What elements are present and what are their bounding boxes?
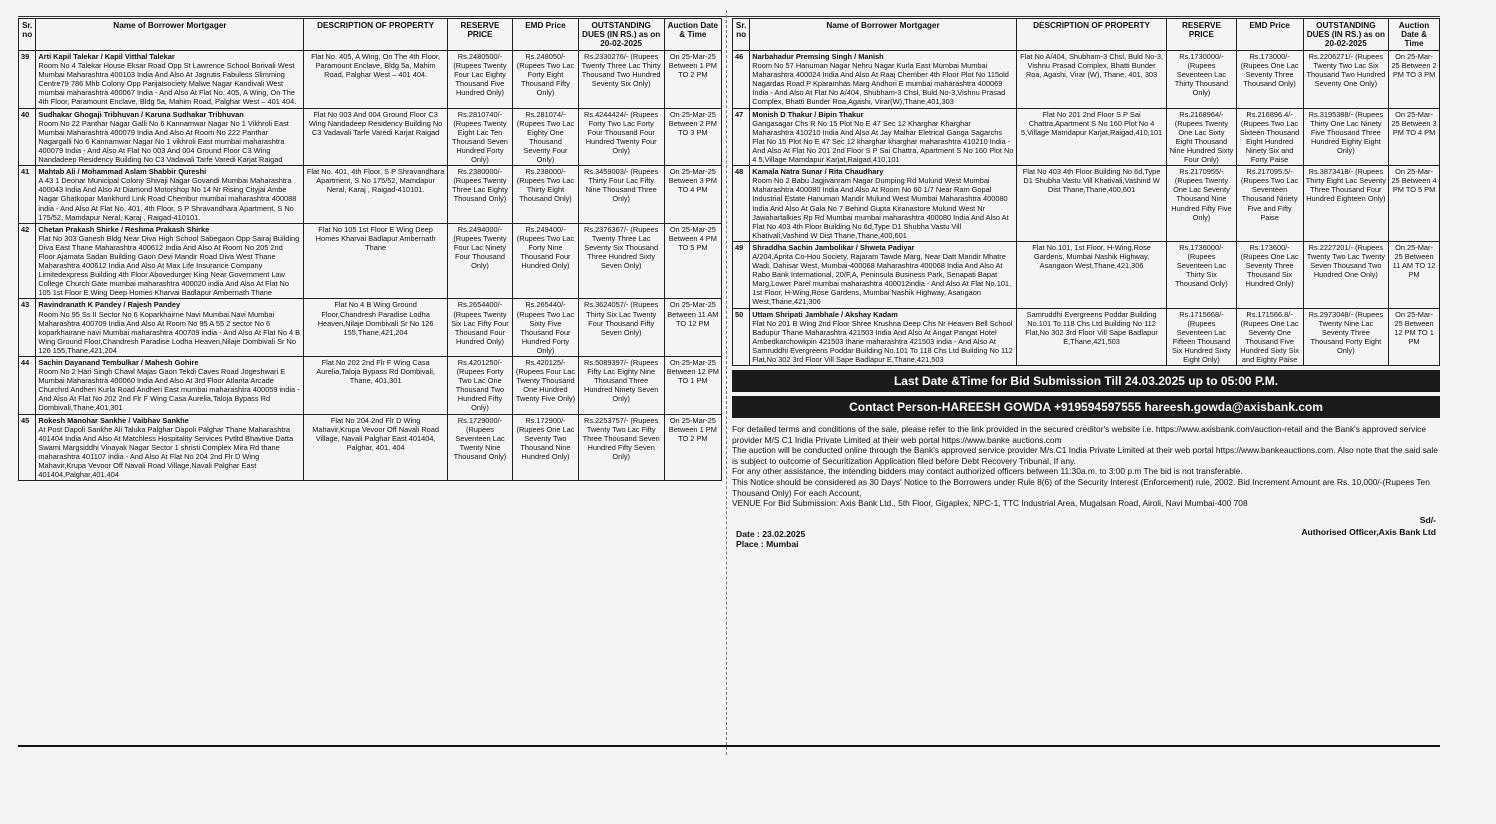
property-description: Flat No 204 2nd Flr D Wing Mahavir,Krupa Vevoor Off Navali Road Village, Navali Palghar East 401404, Palghar, 401, 404 [304, 414, 447, 481]
outstanding-dues: Rs.2330276/- (Rupees Twenty Three Lac Thirty Thousand Two Hundred Seventy Six Only) [578, 51, 664, 109]
borrower-cell [36, 51, 304, 109]
outstanding-dues: Rs.2376367/- (Rupees Twenty Three Lac Seventy Six Thousand Three Hundred Sixty Seven Only) [578, 223, 664, 299]
emd-price: Rs.173000/- (Rupees One Lac Seventy Three Thousand Only) [1236, 51, 1303, 109]
emd-price: Rs.265440/- (Rupees Two Lac Sixty Five Thousand Four Hundred Forty Only) [513, 299, 578, 357]
header-property: DESCRIPTION OF PROPERTY [304, 19, 447, 51]
borrower-address: Flat No 303 Ganesh Bldg Near Diva High School Sabegaon Opp Sairaj Building Diva East Thane Maharashtra 400612 India And Also At Room No 205 2nd Floor Ajamata Sadan Building Gaon Devi Mandir Road Diva West Thane Maharashtra 400612 India And Also At Max Life Insurance Company Limitedexpress Building 4th Floor Abovedurger King Near Government Law College Church Gate mumbai maharashtra 400020 india And Also At Flat No 105 1st Floor E Wing Deep Homes Kharvai Badlapur Ambernath Thane [38, 233, 300, 298]
property-description: Flat No 403 4th Floor Building No 6d,Type D1 Shubha Vastu Vill Khativali,Vashind W Dist Thane,Thane,400,601 [1016, 166, 1167, 242]
auction-date-time: On 25-Mar-25 Between 1 PM TO 2 PM [664, 414, 721, 481]
emd-price: Rs.216896.4/- (Rupees Two Lac Sixteen Thousand Eight Hundred Ninety Six and Forty Paise [1236, 108, 1303, 166]
header-outstanding: OUTSTANDING DUES (IN RS.) as on 20-02-2025 [1303, 19, 1388, 51]
borrower-address: Room No 95 Ss II Sector No 6 Koparkhairne Navi Mumbai Navi Mumbai Maharashtra 400709 India And Also At Room No 95 A 55 2 sector No 6 koparkhairane navi Mumbai maharashtra 400709 india - And Also At Flat No 4 B Wing Ground Floor,Chandresh Paradise Lodha Heaven,Nilaje Dombivali Sr No 126 155,Thane,421,204 [38, 309, 301, 355]
auction-date-time: On 25-Mar-25 Between 3 PM TO 4 PM [664, 166, 721, 224]
table-row [19, 299, 722, 357]
outstanding-dues: Rs.3624057/- (Rupees Thirty Six Lac Twenty Four Thousand Fifty Seven Only) [578, 299, 664, 357]
top-rule [18, 16, 1440, 17]
column-separator [726, 10, 727, 755]
property-description: Samruddhi Evergreens Poddar Building No.101 To 118 Chs Ltd Building No 112 Flat,No 302 3rd Floor Vill Sape Badlapur E,Thane,421,503 [1016, 308, 1167, 366]
right-column [732, 18, 1440, 551]
property-description: Flat No 4 B Wing Ground Floor,Chandresh Paradise Lodha Heaven,Nilaje Dombivali Sr No 126 155,Thane,421,204 [304, 299, 447, 357]
borrower-names: Narbahadur Premsing Singh / Manish [752, 52, 884, 61]
contact-banner: Contact Person-HAREESH GOWDA +919594597555 hareesh.gowda@axisbank.com [732, 396, 1440, 418]
header-name: Name of Borrower Mortgager [36, 19, 304, 51]
borrower-cell [750, 51, 1017, 109]
reserve-price: Rs.2170955/- (Rupees Twenty One Lac Seventy Thousand Nine Hundred Fifty Five Only) [1167, 166, 1236, 242]
serial-number: 45 [19, 414, 36, 481]
header-emd: EMD Price [1236, 19, 1303, 51]
borrower-names: Sudhakar Ghogaji Tribhuvan / Karuna Sudhakar Tribhuvan [38, 109, 244, 119]
header-sr: Sr. no [733, 19, 750, 51]
borrower-address: A 43 1 Deonar Municipal Colony Shivaji Nagar Govandi Mumbai Maharashtra 400043 India And Also At Diamond Motorshop No 14 Nr Rising Cityjai Ambe Nagar Ghatkopar Mankhurd Link Road Chembur mumbai maharashtra 400088 india - And Also At Flat No. 401, 4th Floor, S P Shravandhara Apartment, S No 175/52, Mamdapur Neral, Karaj , Raigad-410101. [38, 176, 297, 222]
reserve-price: Rs.2494000/- (Rupees Twenty Four Lac Ninety Four Thousand Only) [447, 223, 512, 299]
reserve-price: Rs.2654400/- (Rupees Twenty Six Lac Fifty Four Thousand Four Hundred Only) [447, 299, 512, 357]
rows-right [733, 51, 1440, 366]
borrower-names: Chetan Prakash Shirke / Reshma Prakash Shirke [38, 224, 210, 234]
borrower-address: Room No 4 Talekar House Eksar Road Opp St Lawrence School Borivali West Mumbai Maharashtra 400103 India And Also At Jagrutis Fabuless Slimming Centre79 786 Mhb Colony Opp Parijatsociety Malwe Nagar Kandivali West mumbai maharashtra 400067 India - And Also At Flat No. 405, A Wing, On The 4th Floor, Paramount Enclave, Bldg 5a, Mahim Road, Palghar West – 401 404. [38, 61, 297, 107]
header-property: DESCRIPTION OF PROPERTY [1016, 19, 1167, 51]
reserve-price: Rs.1715668/- (Rupees Seventeen Lac Fifteen Thousand Six Hundred Sixty Eight Only) [1167, 308, 1236, 366]
header-reserve: RESERVE PRICE [447, 19, 512, 51]
borrower-names: Sachin Dayanand Tembulkar / Mahesh Gohire [38, 358, 199, 367]
table-header-row [19, 19, 722, 51]
serial-number: 40 [19, 108, 36, 166]
emd-price: Rs.249400/- (Rupees Two Lac Forty Nine Thousand Four Hundred Only) [513, 223, 578, 299]
reserve-price: Rs.1729000/- (Rupees Seventeen Lac Twenty Nine Thousand Only) [447, 414, 512, 481]
serial-number: 49 [733, 241, 750, 308]
property-description: Flat No. 405, A Wing, On The 4th Floor, Paramount Enclave, Bldg 5a, Mahim Road, Palghar West – 401 404. [304, 51, 447, 109]
property-description: Flat No 201 2nd Floor S P Sai Chattra,Apartment S No 160 Plot No 4 5,Village Mamdapur Karjat,Raigad,410,101 [1016, 108, 1167, 166]
borrower-cell [750, 108, 1017, 166]
emd-price: Rs.420125/- (Rupees Four Lac Twenty Thousand One Hundred Twenty Five Only) [513, 357, 578, 415]
borrower-names: Kamala Natra Sunar / Rita Chaudhary [752, 167, 884, 177]
borrower-names: Mahtab Ali / Mohammad Aslam Shabbir Qureshi [38, 167, 207, 177]
rows-left [19, 51, 722, 481]
property-description: Flat No 202 2nd Flr F Wing Casa Aurelia,Taloja Bypass Rd Dombivali, Thane, 401,301 [304, 357, 447, 415]
outstanding-dues: Rs.2973048/- (Rupees Twenty Nine Lac Seventy Three Thousand Forty Eight Only) [1303, 308, 1388, 366]
emd-price: Rs.238000/- (Rupees Two Lac Thirty Eight Thousand Only) [513, 166, 578, 224]
auction-table-left [18, 18, 722, 481]
borrower-names: Uttam Shripati Jambhale / Akshay Kadam [752, 309, 898, 319]
header-sr: Sr. no [19, 19, 36, 51]
borrower-address: Flat No 201 B Wing 2nd Floor Shree Krushna Deep Chs Nr Heaven Bell School Badupur Thane Maharashtra 421503 India And Also At Angat Pangat Hotel Ambedkarchowkpin 421503 thane maharashtra 421503 india - And Also At Samruddhi Evergreens Poddar Building No.101 To 118 Chs Ltd Building No 112 Flat,No 302 3rd Floor Vill Sape Badlapur E,Thane,421,503 [752, 318, 1013, 364]
header-reserve: RESERVE PRICE [1167, 19, 1236, 51]
borrower-names: Arti Kapil Talekar / Kapil Vitthal Talekar [38, 52, 175, 61]
table-row [19, 357, 722, 415]
emd-price: Rs.172900/- (Rupees One Lac Seventy Two Thousand Nine Hundred Only) [513, 414, 578, 481]
authorised-officer: Authorised Officer,Axis Bank Ltd [1301, 526, 1436, 537]
header-name: Name of Borrower Mortgager [750, 19, 1017, 51]
note-line: VENUE For Bid Submission: Axis Bank Ltd., 5th Floor, Gigaplex, NPC-1, TTC Industrial Area, Mugalsan Road, Airoli, Navi Mumbai-400 708 [732, 498, 1248, 509]
auction-date-time: On 25-Mar-25 Between 3 PM TO 4 PM [1389, 108, 1440, 166]
table-row [733, 51, 1440, 109]
borrower-cell [36, 108, 304, 166]
header-emd: EMD Price [513, 19, 578, 51]
signature-footer [732, 515, 1440, 551]
header-auction: Auction Date & Time [664, 19, 721, 51]
borrower-names: Ravindranath K Pandey / Rajesh Pandey [38, 300, 181, 310]
auction-date-time: On 25-Mar-25 Between 11 AM TO 12 PM [664, 299, 721, 357]
borrower-cell [750, 241, 1017, 308]
reserve-price: Rs.2168964/- (Rupees Twenty One Lac Sixty Eight Thousand Nine Hundred Sixty Four Only) [1167, 108, 1236, 166]
outstanding-dues: Rs.3873418/- (Rupees Thirty Eight Lac Seventy Three Thousand Four Hundred Eighteen Only) [1303, 166, 1388, 242]
bid-deadline-banner: Last Date &Time for Bid Submission Till 24.03.2025 up to 05:00 P.M. [732, 370, 1440, 392]
serial-number: 43 [19, 299, 36, 357]
serial-number: 41 [19, 166, 36, 224]
serial-number: 50 [733, 308, 750, 366]
emd-price: Rs.281074/- (Rupees Two Lac Eighty One Thousand Seventy Four Only) [513, 108, 578, 166]
auction-date-time: On 25-Mar-25 Between 4 PM TO 5 PM [1389, 166, 1440, 242]
emd-price: Rs.248050/- (Rupees Two Lac Forty Eight Thousand Fifty Only) [513, 51, 578, 109]
table-row [19, 414, 722, 481]
table-row [19, 108, 722, 166]
header-auction: Auction Date & Time [1389, 19, 1440, 51]
serial-number: 47 [733, 108, 750, 166]
borrower-address: Room No 2 Babu Jagjivanram Nagar Dumping Rd Mulund West Mumbai Maharashtra 400080 India And Also At Room No 60 1/7 Near Ram Gopal Industrial Estate Hanuman Mandir Mulund West Mumbai Maharashtra 400080 India And Also At Gala No 7 Behind Gupta Kiranastore Mulund West Nr Jawahartalkies Rp Rd Mumbai mumbai maharashtra 400080 India And Also At Flat No 403 4th Floor Building No 6d,Type D1 Shubha Vastu Vill Khativali,Vashind W Dist Thane,Thane,400,601 [752, 176, 1009, 240]
reserve-price: Rs.2480500/- (Rupees Twenty Four Lac Eighty Thousand Five Hundred Only) [447, 51, 512, 109]
note-line: For any other assistance, the intending bidders may contact authorized officers between 11:30a.m. to 3:00 p.m The bid is not transferable. [732, 466, 1243, 477]
table-row [733, 241, 1440, 308]
auction-date-time: On 25-Mar-25 Between 2 PM TO 3 PM [664, 108, 721, 166]
serial-number: 46 [733, 51, 750, 109]
borrower-cell [36, 299, 304, 357]
borrower-address: A/204,Aprita Co-Hou Society, Rajaram Tawde Marg, Near Datt Mandir Mhatre Wadi, Dahisar West, Mumbai-400068 Maharashtra 400068 India And Also At Rabo Bank International, 20/F,A, Peninsula Business Park, Senapati Bapat Marg,Lower Parel mumbai maharashtra 400012india - And Also At Flat No.101, 1st Floor, H-Wing,Rose Gardens, Mumbai Nashik Highway, Asangaon West,Thane,421,306 [752, 251, 1012, 307]
auction-table-right [732, 18, 1440, 366]
table-header-row [733, 19, 1440, 51]
note-line: The auction will be conducted online through the Bank's approved service provider M/s.C1 India Private Limited at their web portal https://www.bankeauctions.com. Also note that the said sale is subject to outcome of Securitization Application filed before Debt Recovery Tribunal, If any. [732, 445, 1438, 466]
borrower-address: Gangasagar Chs R No 15 Plot No E 47 Sec 12 Kharghar Kharghar Maharashtra 410210 India And Also At Jay Malhar Eletrical Ganga Sagarchs Flat No 15 Plot No E 47 Sec 12 kharghar kharghar maharashtra 410210 India - And Also At Flat No 201 2nd Floor S P Sai Chattra, Apartment S No 160 Plot No 4 5,Village Mamdapur Karjat,Raigad,410,101 [752, 118, 1014, 165]
note-line: This Notice should be considered as 30 Days' Notice to the Borrowers under Rule 8(6) of the Security Interest (Enforcement) rule, 2002. Bid Increment Amount are Rs. 10,000/-(Rupees Ten Thousand Only) For each Account, [732, 477, 1430, 498]
auction-date-time: On 25-Mar-25 Between 12 PM TO 1 PM [664, 357, 721, 415]
property-description: Flat No A/404, Shubham-3 Chsl, Buld No-3, Vishnu Prasad Complex, Bhatti Bunder Roa, Agashi, Virar (W), Thane, 401, 303 [1016, 51, 1167, 109]
borrower-names: Rokesh Manohar Sankhe / Vaibhav Sankhe [38, 415, 189, 425]
reserve-price: Rs.2810740/- (Rupees Twenty Eight Lac Ten Thousand Seven Hundred Forty Only) [447, 108, 512, 166]
notice-place: Place : Mumbai [736, 538, 799, 549]
outstanding-dues: Rs.2227201/- (Rupees Twenty Two Lac Twenty Seven Thousand Two Hundred One Only) [1303, 241, 1388, 308]
borrower-cell [36, 223, 304, 299]
bottom-rule [18, 745, 1440, 747]
outstanding-dues: Rs.4244424/- (Rupees Forty Two Lac Forty Four Thousand Four Hundred Twenty Four Only) [578, 108, 664, 166]
table-row [733, 108, 1440, 166]
auction-date-time: On 25-Mar-25 Between 4 PM TO 5 PM [664, 223, 721, 299]
emd-price: Rs.171566.8/- (Rupees One Lac Seventy One Thousand Five Hundred Sixty Six and Eighty Paise [1236, 308, 1303, 366]
table-row [19, 166, 722, 224]
serial-number: 44 [19, 357, 36, 415]
property-description: Flat No 105 1st Floor E Wing Deep Homes Kharvai Badlapur Ambernath Thane [304, 223, 447, 299]
note-line: For detailed terms and conditions of the sale, please refer to the link provided in the secured creditor's website i.e. https://www.axisbank.com/auction-retail and the Bank's approved service provider M/S C1 India Private Limited at their web portal https://www.banke auctions.com [732, 424, 1427, 445]
borrower-address: At Post Dapoli Sankhe Ali Taluka Palghar Dapoli Palghar Thane Maharashtra 401404 India And Also At Matchless Hospitality Services Pvtltd Bhavtive Datta Swami Margsiddhi Vinayak Nagar Sector 1 shristi Complex Mira Rd thane maharashtra 401107 india - And Also At Flat No 204 2nd Flr D Wing Mahavir,Krupa Vevoor Off Navali Road Village,Navali Palghar East 401404,Palghar,401,404 [38, 424, 294, 480]
borrower-address: Room No 22 Panthar Nagar Galli No 6 Kannamwar Nagar No 1 Vikhroli East Mumbai Maharashtra 400079 India And Also At Room No 222 Panthar Nagargalli No 6 Kannamwar Nagar No 1 vikhroli East mumbai maharashtra 400079 India - And Also At Flat No 003 And 004 Ground Floor C3 Wing Nandadeep Residency Building No C3 Vadavali Tarfe Varedi Karjat Raigad [38, 118, 289, 165]
borrower-names: Monish D Thakur / Bipin Thakur [752, 109, 864, 119]
auction-date-time: On 25-Mar-25 Between 1 PM TO 2 PM [664, 51, 721, 109]
signature-mark: Sd/- [1419, 514, 1436, 525]
reserve-price: Rs.4201250/- (Rupees Forty Two Lac One Thousand Two Hundred Fifty Only) [447, 357, 512, 415]
property-description: Flat No.101, 1st Floor, H-Wing,Rose Gardens, Mumbai Nashik Highway, Asangaon West,Thane,421,306 [1016, 241, 1167, 308]
outstanding-dues: Rs.5089397/- (Rupees Fifty Lac Eighty Nine Thousand Three Hundred Ninety Seven Only) [578, 357, 664, 415]
emd-price: Rs.217095.5/- (Rupees Two Lac Seventeen Thousand Ninety Five and Fifty Paise [1236, 166, 1303, 242]
property-description: Flat No 003 And 004 Ground Floor C3 Wing Nandadeep Residency Building No C3 Vadavali Tarfe Varedi Karjat Raigad [304, 108, 447, 166]
auction-date-time: On 25-Mar-25 Between 2 PM TO 3 PM [1389, 51, 1440, 109]
serial-number: 42 [19, 223, 36, 299]
outstanding-dues: Rs.2206271/- (Rupees Twenty Two Lac Six Thousand Two Hundred Seventy One Only) [1303, 51, 1388, 109]
table-row [733, 166, 1440, 242]
left-column [18, 18, 722, 481]
header-outstanding: OUTSTANDING DUES (IN RS.) as on 20-02-2025 [578, 19, 664, 51]
borrower-cell [36, 166, 304, 224]
borrower-address: Room No 2 Hari Singh Chawl Majas Gaon Tekdi Caves Road Jogeshwari E Mumbai Maharashtra 400060 India And Also At 3rd Floor Atlanta Arcade Churchrd Andheri Kurla Road Andheri East mumbai maharashtra 400059 india - And Also At Flat No 202 2nd Flr F Wing Casa Aurelia,Taloja Bypass Rd Dombivali,Thane,401,301 [38, 367, 300, 413]
borrower-address: Room No 57 Hanuman Nagar Nehru Nagar Kurla East Mumbai Mumbai Maharashtra 400024 India And Also At Raaj Chember 4th Floor Plot No 115old Nagardas Road P Kparamhas Marg Andhori E mumbai maharashtra 400069 India - And Also At Flat No A/404, Shubham-3 Chsl, Buld No-3,Vishnu Prasad Complex, Bhatti Bunder Roa,Agashi, Virar(W),Thane,401,303 [752, 61, 1009, 107]
serial-number: 39 [19, 51, 36, 109]
auction-date-time: On 25-Mar-25 Between 11 AM TO 12 PM [1389, 241, 1440, 308]
outstanding-dues: Rs.3459003/- (Rupees Thirty Four Lac Fifty Nine Thousand Three Only) [578, 166, 664, 224]
table-row [19, 51, 722, 109]
reserve-price: Rs.1736000/- (Rupees Seventeen Lac Thirty Six Thousand Only) [1167, 241, 1236, 308]
outstanding-dues: Rs.2253757/- (Rupees Twenty Two Lac Fifty Three Thousand Seven Hundred Fifty Seven Only) [578, 414, 664, 481]
table-row [19, 223, 722, 299]
reserve-price: Rs.2380000/- (Rupees Twenty Three Lac Eighty Thousand Only) [447, 166, 512, 224]
auction-date-time: On 25-Mar-25 Between 12 PM TO 1 PM [1389, 308, 1440, 366]
serial-number: 48 [733, 166, 750, 242]
borrower-cell [36, 357, 304, 415]
reserve-price: Rs.1730000/- (Rupees Seventeen Lac Thirty Thousand Only) [1167, 51, 1236, 109]
table-row [733, 308, 1440, 366]
borrower-names: Shraddha Sachin Jambolikar / Shweta Padiyar [752, 242, 915, 252]
emd-price: Rs.173600/- (Rupees One Lac Seventy Three Thousand Six Hundred Only) [1236, 241, 1303, 308]
borrower-cell [750, 308, 1017, 366]
terms-notes [732, 424, 1440, 509]
notice-date: Date : 23.02.2025 [736, 528, 806, 539]
property-description: Flat No. 401, 4th Floor, S P Shravandhara Apartment, S No 175/52, Mamdapur Neral, Karaj , Raigad-410101. [304, 166, 447, 224]
borrower-cell [750, 166, 1017, 242]
outstanding-dues: Rs.3195388/- (Rupees Thirty One Lac Ninety Five Thousand Three Hundred Eighty Eight Only) [1303, 108, 1388, 166]
borrower-cell [36, 414, 304, 481]
